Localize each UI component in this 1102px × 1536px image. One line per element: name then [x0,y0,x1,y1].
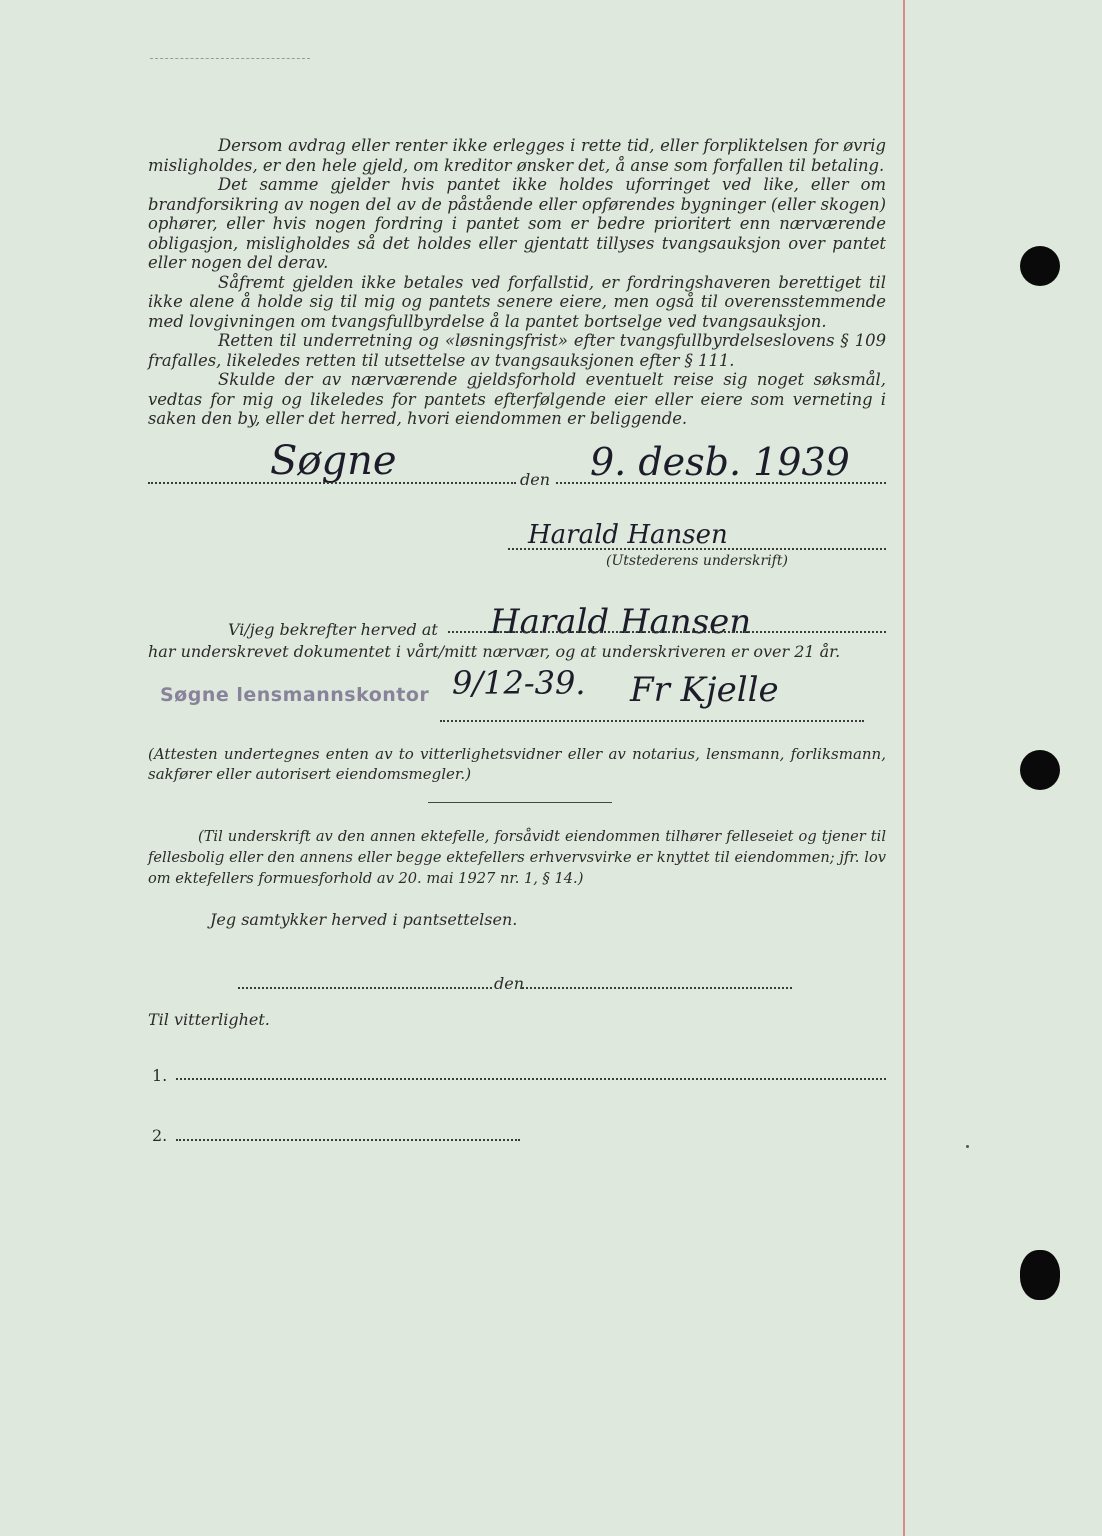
consent-text: Jeg samtykker herved i pantsettelsen. [210,910,518,929]
attest-date-handwritten: 9/12-39. [452,664,586,702]
witness-line-2 [176,1139,520,1141]
faint-header-rule [150,58,310,59]
speck [966,1145,969,1148]
paragraph-enforcement: Såfremt gjelden ikke betales ved forfallstid, er fordringshaveren berettiget til ikke alene å holde sig til mig og pantets senere eiere, men også til overensstemmende med lovgivningen om tvangsfullbyrdelse å la pantet bortselge ved tvangsauksjon. [148,272,886,331]
consent-den-label: den [494,974,525,993]
date-dotted-line [556,482,886,484]
witness-number-2: 2. [152,1126,168,1145]
attest-note: (Attesten undertegnes enten av to vitterlighetsvidner eller av notarius, lensmann, forliksmann, sakfører eller autorisert eiendomsmegler.) [148,745,886,783]
confirmation-dotted-line [448,631,886,633]
paragraph-notice: Retten til underretning og «løsningsfrist» efter tvangsfullbyrdelseslovens § 109 frafalles, likeledes retten til utsettelse av tvangsauksjonen efter § 111. [148,331,886,370]
punch-hole [1020,246,1060,286]
place-handwritten: Søgne [270,438,397,484]
issuer-caption: (Utstederens underskrift) [606,553,788,569]
terms-text [148,136,886,429]
consent-date-line [522,987,792,989]
witness-heading: Til vitterlighet. [148,1010,270,1029]
paragraph-security: Det samme gjelder hvis pantet ikke holdes uforringet ved like, eller om brandforsikring av nogen del av de påstående eller opførendes bygninger (eller skogen) ophører, eller hvis nogen fordring i pantet som er bedre prioritert enn nærværende obligasjon, misligholdes så det holdes eller gjentatt tillyses tvangsauksjon over pantet eller nogen del derav. [148,175,886,272]
confirmation-label: Vi/jeg bekrefter herved at [228,620,438,639]
confirmed-name-handwritten: Harald Hansen [490,602,752,642]
attest-signature: Fr Kjelle [630,670,779,710]
paragraph-venue: Skulde der av nærværende gjeldsforhold eventuelt reise sig noget søksmål, vedtas for mig og likeledes for pantets efterfølgende eier eller eiere som verneting i saken den by, eller det herred, hvori eiendommen er beliggende. [148,370,886,428]
issuer-signature-line [508,548,886,550]
date-handwritten: 9. desb. 1939 [590,440,850,484]
margin-line [903,0,905,1536]
punch-hole [1020,1250,1060,1300]
paragraph-default: Dersom avdrag eller renter ikke erlegges i rette tid, eller forpliktelsen for øvrig misligholdes, er den hele gjeld, om kreditor ønsker det, å anse som forfallen til betaling. [148,136,886,175]
confirmation-line2: har underskrevet dokumentet i vårt/mitt nærvær, og at underskriveren er over 21 år. [148,642,841,661]
witness-number-1: 1. [152,1066,168,1085]
consent-place-line [238,987,492,989]
office-stamp: Søgne lensmannskontor [160,684,430,706]
den-label: den [520,470,551,489]
issuer-signature: Harald Hansen [528,520,728,550]
spouse-note: (Til underskrift av den annen ektefelle, forsåvidt eiendommen tilhører felleseiet og tjener til fellesbolig eller den annens eller begge ektefellers erhvervsvirke er knyttet til eiendommen; jfr. lov om ektefellers formuesforhold av 20. mai 1927 nr. 1, § 14.) [148,828,886,887]
separator-rule [428,802,612,803]
place-dotted-line [148,482,516,484]
punch-hole [1020,750,1060,790]
witness-line-1 [176,1078,886,1080]
attest-signature-line [440,720,864,722]
